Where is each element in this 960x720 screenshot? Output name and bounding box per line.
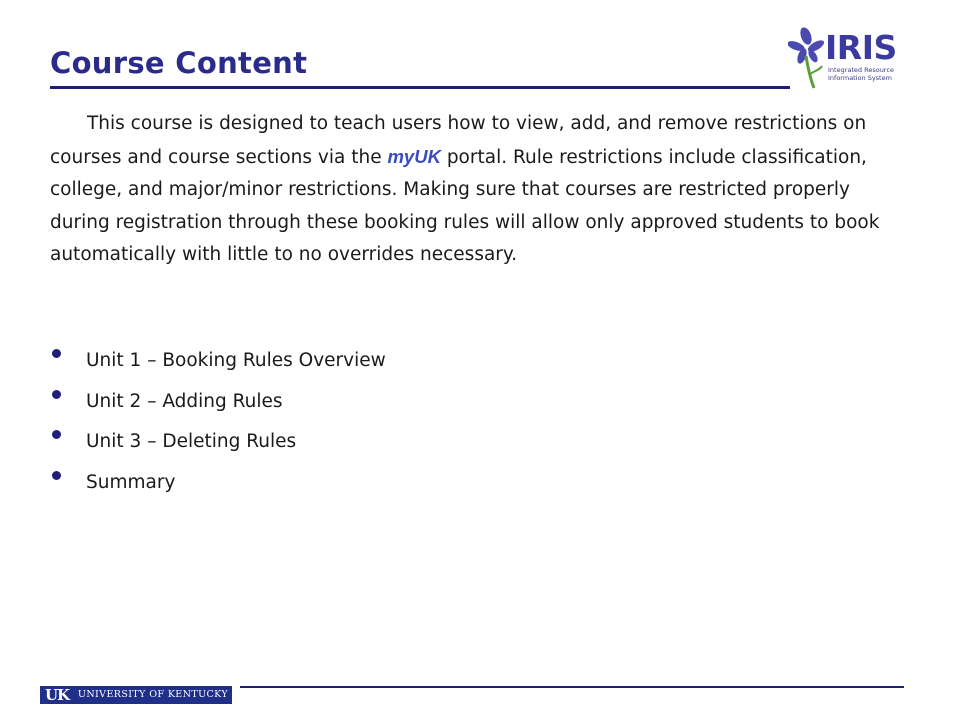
list-item [48, 421, 748, 462]
slide-title: Course Content [50, 46, 308, 80]
list-item [48, 340, 748, 381]
bullet-icon [52, 430, 61, 439]
university-name-banner: UNIVERSITY OF KENTUCKY [74, 686, 232, 704]
iris-logo-subtitle: Integrated Resource Information System [828, 66, 894, 82]
uk-logo-mark: UK [40, 686, 74, 704]
intro-text-start: This course is designed to teach users how to view, add, and remove restrictions on courses and course sections via the [50, 113, 867, 168]
iris-logo-text: IRIS [825, 28, 897, 67]
unit-list [48, 340, 748, 502]
list-item [48, 381, 748, 422]
unit-label: Summary [86, 471, 176, 493]
footer-rule [240, 686, 904, 688]
title-underline [50, 86, 790, 89]
intro-text-end: portal. Rule restrictions include classification, college, and major/minor restrictions. Making sure that courses are restricted properly during registration through these booking rules will allow only approved students to book automatically with little to no overrides necessary. [50, 146, 880, 265]
bullet-icon [52, 390, 61, 399]
list-item [48, 462, 748, 503]
unit-label: Unit 1 – Booking Rules Overview [86, 350, 386, 371]
unit-label: Unit 3 – Deleting Rules [86, 431, 297, 452]
bullet-icon [52, 349, 61, 358]
portal-name: myUK [387, 145, 441, 167]
intro-paragraph [50, 108, 900, 272]
bullet-icon [52, 471, 61, 480]
unit-label: Unit 2 – Adding Rules [86, 390, 283, 412]
